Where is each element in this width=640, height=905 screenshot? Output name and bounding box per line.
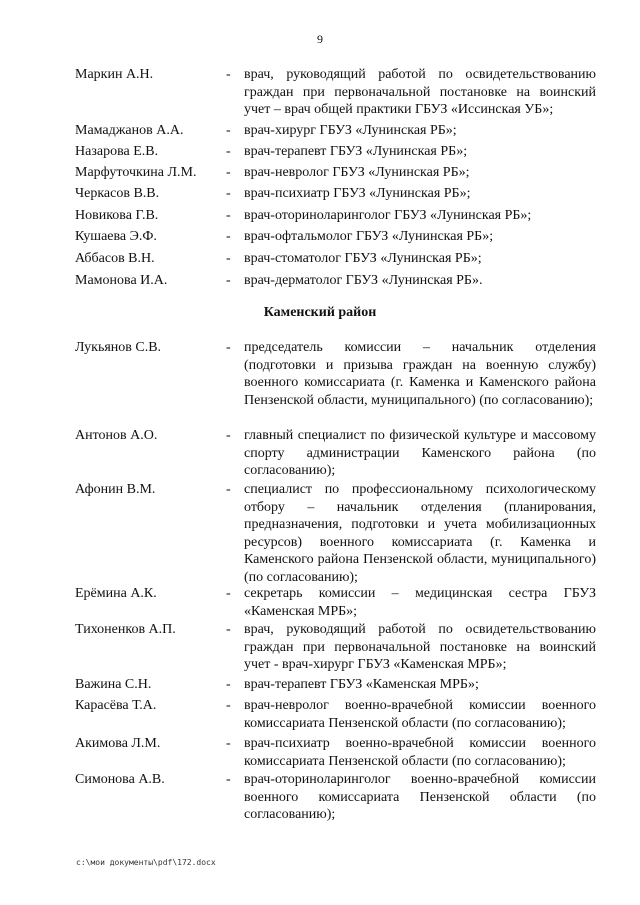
member-name: Аббасов В.Н. bbox=[75, 251, 155, 266]
member-name: Марфуточкина Л.М. bbox=[75, 165, 197, 180]
dash-separator: - bbox=[226, 229, 231, 244]
member-name: Назарова Е.В. bbox=[75, 144, 159, 159]
member-role: секретарь комиссии – медицинская сестра ГБУЗ «Каменская МРБ»; bbox=[244, 586, 596, 619]
member-role: врач-офтальмолог ГБУЗ «Лунинская РБ»; bbox=[244, 229, 494, 244]
member-role: врач-психиатр военно-врачебной комиссии военного комиссариата Пензенской области (по согласованию); bbox=[244, 736, 596, 769]
member-name: Новикова Г.В. bbox=[75, 208, 159, 223]
dash-separator: - bbox=[226, 677, 231, 692]
member-name: Симонова А.В. bbox=[75, 772, 165, 787]
member-name: Важина С.Н. bbox=[75, 677, 152, 692]
member-role: врач-терапевт ГБУЗ «Лунинская РБ»; bbox=[244, 144, 468, 159]
member-name: Афонин В.М. bbox=[75, 482, 156, 497]
member-role: врач, руководящий работой по освидетельствованию граждан при первоначальной постановке на воинский учет - врач-хирург ГБУЗ «Каменская МРБ»; bbox=[244, 622, 596, 672]
section-title: Каменский район bbox=[263, 305, 377, 320]
dash-separator: - bbox=[226, 736, 231, 751]
member-name: Кушаева Э.Ф. bbox=[75, 229, 157, 244]
dash-separator: - bbox=[226, 340, 231, 355]
member-role: врач-психиатр ГБУЗ «Лунинская РБ»; bbox=[244, 186, 471, 201]
member-role: врач-невролог военно-врачебной комиссии военного комиссариата Пензенской области (по согласованию); bbox=[244, 698, 596, 731]
member-role: председатель комиссии – начальник отделения (подготовки и призыва граждан на военную службу) военного комиссариата (г. Каменка и Каменского района Пензенской области, муниципального) (по согласованию); bbox=[244, 340, 596, 408]
member-name: Мамаджанов А.А. bbox=[75, 123, 184, 138]
dash-separator: - bbox=[226, 67, 231, 82]
dash-separator: - bbox=[226, 251, 231, 266]
member-name: Карасёва Т.А. bbox=[75, 698, 157, 713]
member-role: врач-стоматолог ГБУЗ «Лунинская РБ»; bbox=[244, 251, 482, 266]
member-name: Ерёмина А.К. bbox=[75, 586, 157, 601]
dash-separator: - bbox=[226, 482, 231, 497]
member-name: Тихоненков А.П. bbox=[75, 622, 176, 637]
member-role: специалист по профессиональному психологическому отбору – начальник отделения (планирования, предназначения, подготовки и учета мобилизационных ресурсов) военного комиссариата (г. Каменка и Каменского района Пензенской области, муниципального) (по согласованию); bbox=[244, 482, 596, 585]
dash-separator: - bbox=[226, 186, 231, 201]
dash-separator: - bbox=[226, 208, 231, 223]
member-role: врач-терапевт ГБУЗ «Каменская МРБ»; bbox=[244, 677, 479, 692]
dash-separator: - bbox=[226, 123, 231, 138]
dash-separator: - bbox=[226, 586, 231, 601]
member-name: Акимова Л.М. bbox=[75, 736, 161, 751]
member-role: врач-оториноларинголог ГБУЗ «Лунинская РБ»; bbox=[244, 208, 532, 223]
member-role: врач, руководящий работой по освидетельствованию граждан при первоначальной постановке на воинский учет – врач общей практики ГБУЗ «Иссинская УБ»; bbox=[244, 67, 596, 117]
member-name: Мамонова И.А. bbox=[75, 273, 168, 288]
dash-separator: - bbox=[226, 273, 231, 288]
member-role: врач-дерматолог ГБУЗ «Лунинская РБ». bbox=[244, 273, 483, 288]
member-role: врач-оториноларинголог военно-врачебной комиссии военного комиссариата Пензенской области (по согласованию); bbox=[244, 772, 596, 822]
dash-separator: - bbox=[226, 622, 231, 637]
member-name: Маркин А.Н. bbox=[75, 67, 154, 82]
member-name: Лукьянов С.В. bbox=[75, 340, 162, 355]
dash-separator: - bbox=[226, 144, 231, 159]
dash-separator: - bbox=[226, 165, 231, 180]
member-name: Антонов А.О. bbox=[75, 428, 158, 443]
file-path-footer: c:\мои документы\pdf\172.docx bbox=[76, 858, 216, 867]
dash-separator: - bbox=[226, 428, 231, 443]
dash-separator: - bbox=[226, 772, 231, 787]
member-role: врач-хирург ГБУЗ «Лунинская РБ»; bbox=[244, 123, 457, 138]
member-role: врач-невролог ГБУЗ «Лунинская РБ»; bbox=[244, 165, 470, 180]
page-number: 9 bbox=[317, 32, 323, 46]
dash-separator: - bbox=[226, 698, 231, 713]
member-role: главный специалист по физической культуре и массовому спорту администрации Каменского района (по согласованию); bbox=[244, 428, 596, 478]
member-name: Черкасов В.В. bbox=[75, 186, 160, 201]
